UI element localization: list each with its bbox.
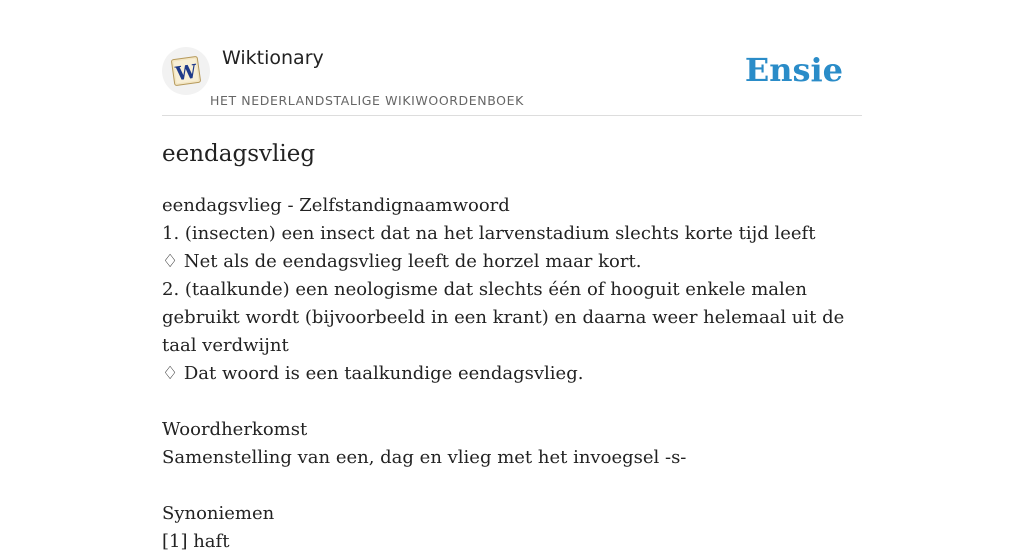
ensie-brand-link[interactable]: Ensie bbox=[744, 51, 843, 89]
page-title: eendagsvlieg bbox=[162, 141, 316, 167]
wiktionary-logo-icon[interactable] bbox=[162, 47, 210, 95]
site-name[interactable]: Wiktionary bbox=[222, 47, 324, 69]
part-of-speech-line: eendagsvlieg - Zelfstandignaamwoord bbox=[162, 195, 510, 216]
example-1: ♢ Net als de eendagsvlieg leeft de horzel maar kort. bbox=[162, 251, 642, 272]
header-divider bbox=[162, 115, 862, 116]
example-2: ♢ Dat woord is een taalkundige eendagsvlieg. bbox=[162, 363, 584, 384]
definition-2: 2. (taalkunde) een neologisme dat slechts één of hooguit enkele malen gebruikt wordt (bijvoorbeeld in een krant) en daarna weer helemaal uit de taal verdwijnt bbox=[162, 279, 845, 356]
definition-1: 1. (insecten) een insect dat na het larvenstadium slechts korte tijd leeft bbox=[162, 223, 816, 244]
synonyms-heading: Synoniemen bbox=[162, 503, 275, 524]
synonym-1: [1] haft bbox=[162, 531, 230, 552]
entry-content bbox=[162, 192, 862, 556]
svg-text:W: W bbox=[174, 60, 199, 86]
etymology-heading: Woordherkomst bbox=[162, 419, 308, 440]
site-tagline: HET NEDERLANDSTALIGE WIKIWOORDENBOEK bbox=[210, 93, 524, 108]
spacer bbox=[162, 472, 862, 500]
wiktionary-tile-icon bbox=[169, 54, 203, 88]
etymology-text: Samenstelling van een, dag en vlieg met het invoegsel -s- bbox=[162, 447, 687, 468]
spacer bbox=[162, 388, 862, 416]
